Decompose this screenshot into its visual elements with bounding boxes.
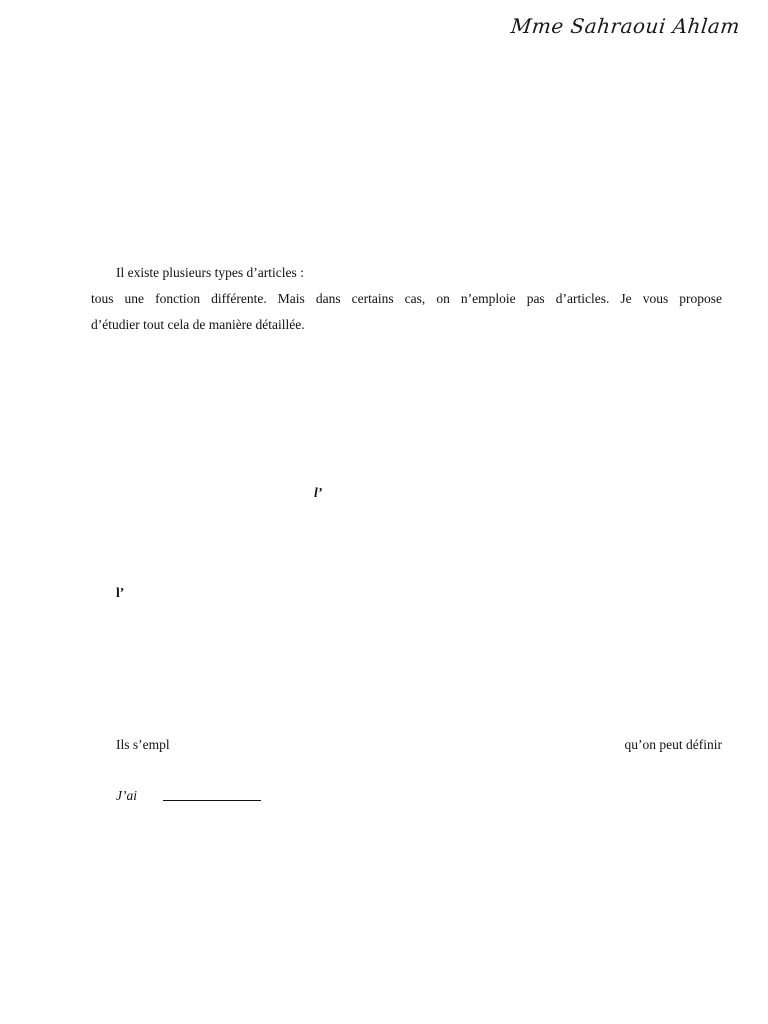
author-name: Mme Sahraoui Ahlam [509,14,742,38]
intro-line-2: tous une fonction différente. Mais dans certains cas, on n’emploie pas d’articles. Je vous propose [91,291,722,306]
usage-fragment-right: qu’on peut définir [624,737,722,752]
fill-in-blank-line [163,800,261,801]
elided-article-bold: l’ [116,585,125,600]
intro-line-3: d’étudier tout cela de manière détaillée. [91,317,305,332]
usage-fragment-left: Ils s’empl [116,737,170,752]
example-label: J’ai [116,788,137,803]
intro-line-1: Il existe plusieurs types d’articles : [116,265,304,280]
elided-article-italic: l’ [314,485,323,500]
